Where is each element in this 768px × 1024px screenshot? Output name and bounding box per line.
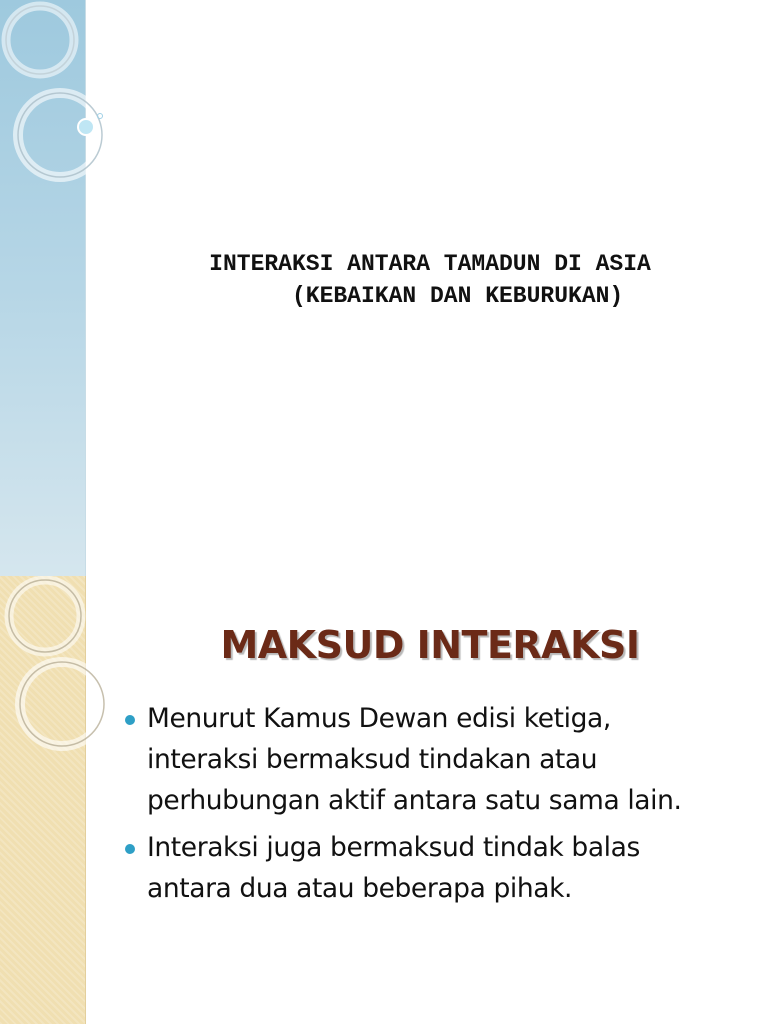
bullet-item xyxy=(125,827,745,909)
content-slide xyxy=(0,576,768,1024)
bullet-icon xyxy=(125,715,135,725)
bullet-text: Menurut Kamus Dewan edisi ketiga, interaksi bermaksud tindakan atau perhubungan aktif antara satu sama lain. xyxy=(147,703,682,816)
bullet-item xyxy=(125,698,745,821)
slide-title: MAKSUD INTERAKSI xyxy=(220,623,640,667)
bullet-list xyxy=(125,698,745,915)
slide-title: INTERAKSI ANTARA TAMADUN DI ASIA (KEBAIKAN DAN KEBURUKAN) xyxy=(209,251,651,309)
bullet-text: Interaksi juga bermaksud tindak balas antara dua atau beberapa pihak. xyxy=(147,832,640,904)
ring-ornament xyxy=(0,0,130,200)
bullet-icon xyxy=(125,844,135,854)
